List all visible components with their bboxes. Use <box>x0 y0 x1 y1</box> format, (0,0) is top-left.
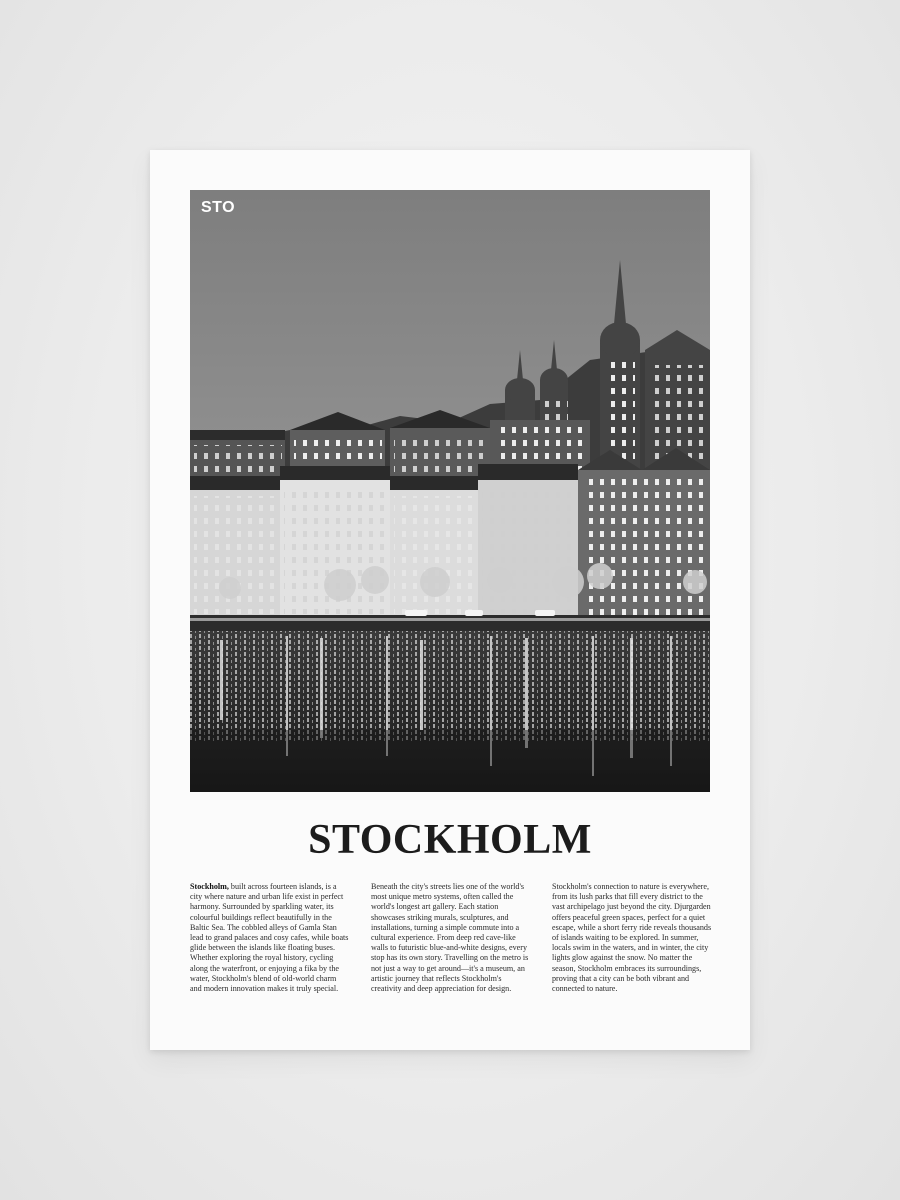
city-code-label: STO <box>201 199 236 216</box>
city-photo <box>190 190 710 792</box>
text-column-3 <box>552 882 712 994</box>
column-text: Beneath the city's streets lies one of the world's most unique metro systems, often called the world's longest art gallery. Each station showcases striking murals, sculptures, and installations, turning a simple commute into a cultural experience. From deep red cave-like walls to futuristic blue-and-white designs, every stop has its own story. Travelling on the metro is not just a way to get around—it's a museum, an artistic journey that reflects Stockholm's creativity and deep appreciation for design. <box>371 882 529 994</box>
column-lead: Stockholm, <box>190 882 229 891</box>
column-text: Stockholm's connection to nature is everywhere, from its lush parks that fill every district to the vast archipelago just beyond the city. Djurgarden offers peaceful green spaces, perfect for a quiet escape, while a short ferry ride reveals thousands of islands waiting to be explored. In summer, locals swim in the waters, and in winter, the city lights glow against the snow. No matter the season, Stockholm embraces its surroundings, proving that a city can be both vibrant and connected to nature. <box>552 882 712 994</box>
text-columns <box>190 882 712 994</box>
column-text: built across fourteen islands, is a city where nature and urban life exist in perfect harmony. Surrounded by sparkling water, its colourful buildings reflect beautifully in the Baltic Sea. The cobbled alleys of Gamla Stan lead to grand palaces and cosy cafes, while boats glide between the islands like floating buses. Whether exploring the royal history, cycling along the waterfront, or enjoying a fika by the water, Stockholm's blend of old-world charm and modern innovation makes it truly special. <box>190 882 349 994</box>
text-column-1 <box>190 882 350 994</box>
city-photo-illustration <box>190 190 710 792</box>
text-column-2 <box>371 882 531 994</box>
poster <box>150 150 750 1050</box>
poster-title: STOCKHOLM <box>308 817 592 863</box>
